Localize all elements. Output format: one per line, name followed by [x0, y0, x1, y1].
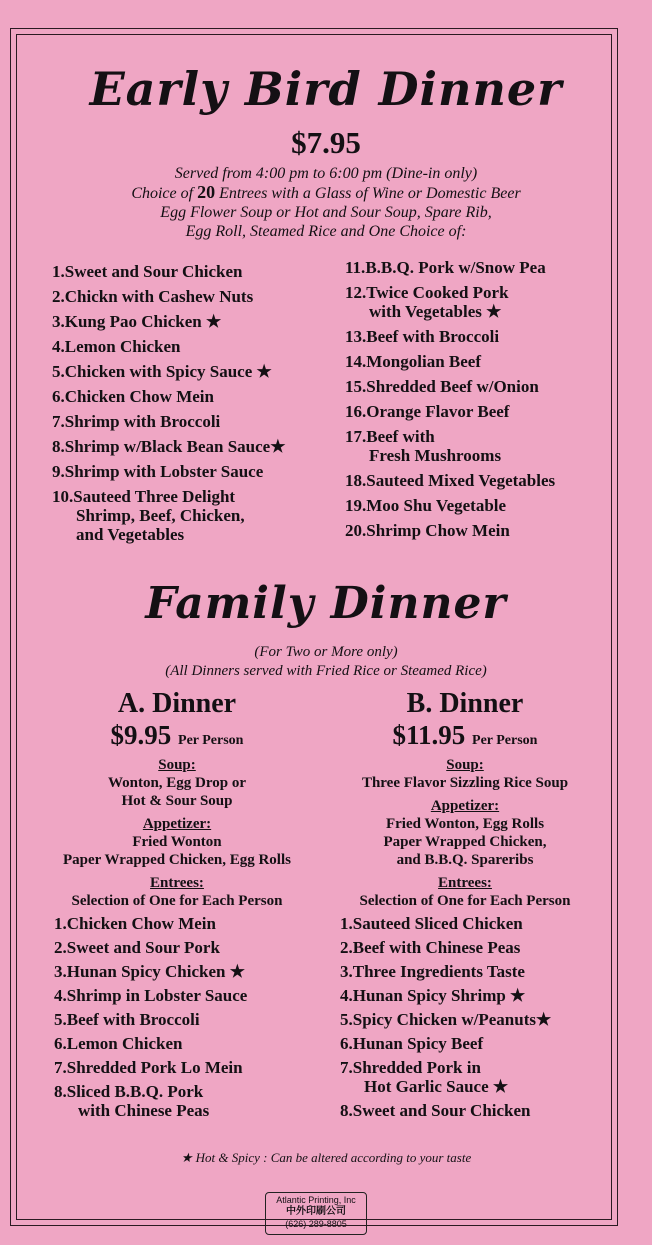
early-bird-item: 16.Orange Flavor Beef — [345, 402, 510, 421]
early-bird-item: 18.Sauteed Mixed Vegetables — [345, 471, 556, 490]
early-bird-item: 3.Kung Pao Chicken ★ — [52, 312, 222, 331]
early-bird-item: 11.B.B.Q. Pork w/Snow Pea — [345, 258, 546, 277]
dinner-b-soup: Three Flavor Sizzling Rice Soup — [361, 775, 569, 791]
dinner-b-ent-label: Entrees: — [438, 875, 492, 891]
early-bird-item: 12.Twice Cooked Pork with Vegetables ★ — [345, 283, 509, 321]
dinner-b-entrees — [340, 914, 600, 1120]
dinner-b-app-3: and B.B.Q. Spareribs — [396, 852, 534, 868]
dinner-a-item: 5.Beef with Broccoli — [54, 1010, 200, 1029]
dinner-a-app-2: Paper Wrapped Chicken, Egg Rolls — [63, 852, 291, 868]
dinner-a-ent-sub: Selection of One for Each Person — [71, 893, 283, 909]
dinner-a — [42, 688, 312, 1125]
dinner-a-item: 6.Lemon Chicken — [54, 1034, 183, 1053]
dinner-b-soup-label: Soup: — [446, 757, 484, 773]
early-bird-item: 2.Chickn with Cashew Nuts — [52, 287, 254, 306]
dinner-a-ent-label: Entrees: — [150, 875, 204, 891]
early-bird-intro — [0, 164, 652, 241]
dinner-b-name: B. Dinner — [406, 688, 524, 719]
family-subtitle — [0, 643, 652, 681]
dinner-b-item: 5.Spicy Chicken w/Peanuts★ — [340, 1010, 552, 1029]
includes-line: Egg Flower Soup or Hot and Sour Soup, Spare Rib, — [160, 204, 492, 221]
early-bird-item: 15.Shredded Beef w/Onion — [345, 377, 539, 396]
early-bird-item: 14.Mongolian Beef — [345, 352, 481, 371]
printer-stamp — [265, 1192, 367, 1235]
early-bird-item: 10.Sauteed Three Delight Shrimp, Beef, Chicken, and Vegetables — [52, 487, 245, 544]
dinner-a-price: $9.95 Per Person — [110, 720, 244, 750]
early-bird-item: 8.Shrimp w/Black Bean Sauce★ — [52, 437, 286, 456]
family-dinner-title: Family Dinner — [145, 578, 507, 629]
early-bird-list-right — [345, 258, 555, 546]
early-bird-item: 19.Moo Shu Vegetable — [345, 496, 507, 515]
dinner-b-item: 1.Sauteed Sliced Chicken — [340, 914, 523, 933]
early-bird-item: 6.Chicken Chow Mein — [52, 387, 214, 406]
dinner-b-app-2: Paper Wrapped Chicken, — [383, 834, 547, 850]
dinner-a-soup-2: Hot & Sour Soup — [121, 793, 233, 809]
dinner-a-item: 4.Shrimp in Lobster Sauce — [54, 986, 248, 1005]
includes-line-2: Egg Roll, Steamed Rice and One Choice of: — [185, 223, 467, 240]
family-sub1: (For Two or More only) — [254, 644, 398, 660]
dinner-a-item: 3.Hunan Spicy Chicken ★ — [54, 962, 245, 981]
early-bird-item: 5.Chicken with Spicy Sauce ★ — [52, 362, 272, 381]
dinner-a-app-label: Appetizer: — [142, 816, 212, 832]
dinner-b-item: 7.Shredded Pork in Hot Garlic Sauce ★ — [340, 1058, 509, 1096]
early-bird-list-left — [52, 262, 285, 550]
printer-phone: (626) 289-8805 — [285, 1219, 347, 1229]
early-bird-item: 20.Shrimp Chow Mein — [345, 521, 510, 540]
printer-chinese: 中外印刷公司 — [286, 1206, 346, 1217]
early-bird-title: Early Bird Dinner — [89, 62, 563, 116]
served-hours: Served from 4:00 pm to 6:00 pm (Dine-in only) — [174, 165, 478, 182]
early-bird-item: 9.Shrimp with Lobster Sauce — [52, 462, 264, 481]
dinner-b-price: $11.95 Per Person — [392, 720, 538, 750]
dinner-a-item: 2.Sweet and Sour Pork — [54, 938, 220, 957]
dinner-a-soup: Wonton, Egg Drop or — [107, 775, 247, 791]
choice-line: Choice of 20 Entrees with a Glass of Wine or Domestic Beer — [131, 182, 521, 202]
dinner-a-item: 8.Sliced B.B.Q. Pork with Chinese Peas — [54, 1082, 210, 1120]
dinner-b-app-label: Appetizer: — [430, 798, 500, 814]
early-bird-item: 1.Sweet and Sour Chicken — [52, 262, 243, 281]
printer-name: Atlantic Printing, Inc — [276, 1195, 356, 1205]
dinner-a-item: 1.Chicken Chow Mein — [54, 914, 216, 933]
dinner-b-ent-sub: Selection of One for Each Person — [359, 893, 571, 909]
dinner-b — [330, 688, 600, 1125]
early-bird-item: 7.Shrimp with Broccoli — [52, 412, 221, 431]
early-bird-item: 13.Beef with Broccoli — [345, 327, 500, 346]
dinner-b-app: Fried Wonton, Egg Rolls — [385, 816, 545, 832]
family-sub2: (All Dinners served with Fried Rice or Steamed Rice) — [165, 663, 487, 679]
dinner-b-item: 3.Three Ingredients Taste — [340, 962, 525, 981]
dinner-a-name: A. Dinner — [117, 688, 237, 719]
dinner-a-app: Fried Wonton — [132, 834, 222, 850]
early-bird-item: 17.Beef with Fresh Mushrooms — [345, 427, 502, 465]
dinner-b-item: 2.Beef with Chinese Peas — [340, 938, 521, 957]
dinner-b-item: 6.Hunan Spicy Beef — [340, 1034, 484, 1053]
spicy-footnote: ★ Hot & Spicy : Can be altered according to your taste — [180, 1150, 472, 1165]
dinner-b-item: 4.Hunan Spicy Shrimp ★ — [340, 986, 526, 1005]
dinner-a-soup-label: Soup: — [158, 757, 196, 773]
early-bird-item: 4.Lemon Chicken — [52, 337, 181, 356]
dinner-b-item: 8.Sweet and Sour Chicken — [340, 1101, 531, 1120]
dinner-a-item: 7.Shredded Pork Lo Mein — [54, 1058, 243, 1077]
dinner-a-entrees — [54, 914, 312, 1120]
early-bird-price: $7.95 — [291, 125, 361, 160]
